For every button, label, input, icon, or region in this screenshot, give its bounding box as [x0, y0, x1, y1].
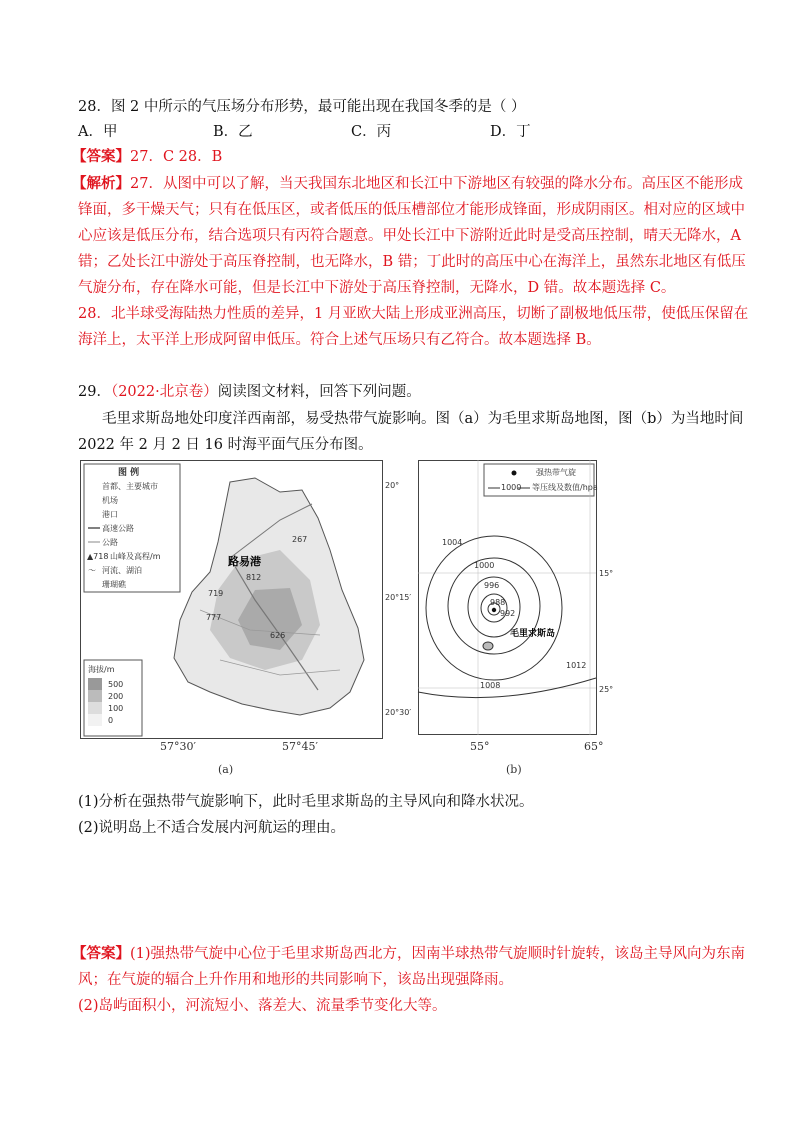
answer-text: 27．C 28．B: [130, 149, 223, 165]
answer-29-line-1: [72, 944, 745, 964]
legend-item-6: 山峰及高程/m: [110, 552, 161, 561]
analysis-line-1: [72, 174, 743, 194]
legend-item-4: 高速公路: [102, 524, 134, 533]
lon-65: 65°: [584, 740, 604, 753]
analysis-text: 27．从图中可以了解，当天我国东北地区和长江中下游地区有较强的降水分布。高压区不能形成: [130, 176, 743, 192]
lat-20-15: 20°15′: [385, 593, 412, 602]
figure-a-caption: (a): [218, 763, 234, 776]
analysis-line-5: 气旋分布，存在降水可能，但是长江中下游处于高压脊控制，无降水，D 错。故本题选择 C。: [78, 280, 676, 296]
analysis-q28-line-2: 海洋上，太平洋上形成阿留申低压。符合上述气压场只有乙符合。故本题选择 B。: [78, 332, 601, 348]
figure-b-caption: (b): [506, 763, 522, 776]
isobar-1012: 1012: [566, 661, 587, 670]
legend-item-8: 珊瑚礁: [102, 580, 126, 589]
peak-812: 812: [246, 573, 262, 582]
isobar-1000: 1000: [474, 561, 495, 570]
analysis-q28-line-1: 28．北半球受海陆热力性质的差异，1 月亚欧大陆上形成亚洲高压，切断了副极地低压带，使低压保留在: [78, 306, 749, 322]
analysis-line-4: 错；乙处长江中游处于高压脊控制，也无降水，B 错；丁此时的高压中心在海洋上，虽然东北地区有低压: [78, 254, 746, 270]
answer-label: 【答案】: [72, 148, 130, 165]
lon-57-30: 57°30′: [160, 740, 196, 753]
option-a: A．甲: [78, 124, 118, 140]
answer-29-text: (1)强热带气旋中心位于毛里求斯岛西北方，因南半球热带气旋顺时针旋转，该岛主导风向为东南: [130, 946, 746, 962]
legend-item-3: 港口: [102, 510, 118, 519]
q29-number: 29．: [78, 384, 111, 400]
legend-cyclone: 强热带气旋: [536, 468, 576, 477]
lat-15: 15°: [599, 569, 614, 578]
option-d: D．丁: [490, 124, 531, 140]
answer-29-label: 【答案】: [72, 945, 130, 962]
lat-20: 20°: [385, 481, 400, 490]
legend-item-2: 机场: [102, 496, 118, 505]
peak-626: 626: [270, 631, 286, 640]
elev-100: 100: [108, 704, 124, 713]
city-port-louis: 路易港: [228, 555, 261, 568]
q29-sub1: (1)分析在强热带气旋影响下，此时毛里求斯岛的主导风向和降水状况。: [78, 794, 534, 810]
figure-b-pressure-map: [418, 460, 628, 740]
answer-29-line-3: (2)岛屿面积小，河流短小、落差大、流量季节变化大等。: [78, 998, 447, 1014]
q29-sub2: (2)说明岛上不适合发展内河航运的理由。: [78, 820, 346, 836]
q29-header: [78, 382, 421, 402]
lon-57-45: 57°45′: [282, 740, 318, 753]
analysis-line-3: 心应该是低压分布，结合选项只有丙符合题意。甲处长江中下游附近此时是受高压控制，晴天无降水，A: [78, 228, 741, 244]
q29-intro-1: 毛里求斯岛地处印度洋西南部，易受热带气旋影响。图（a）为毛里求斯岛地图，图（b）为当地时间: [102, 411, 744, 427]
answer-block-1: [72, 147, 222, 167]
lat-25: 25°: [599, 685, 614, 694]
answer-29-line-2: 风；在气旋的辐合上升作用和地形的共同影响下，该岛出现强降雨。: [78, 972, 513, 988]
figure-a-map: [80, 460, 412, 740]
option-b: B．乙: [213, 124, 253, 140]
peak-267: 267: [292, 535, 308, 544]
peak-777: 777: [206, 613, 222, 622]
island-label: 毛里求斯岛: [510, 629, 556, 639]
analysis-label: 【解析】: [72, 175, 130, 192]
peak-719: 719: [208, 589, 224, 598]
legend-item-1: 首都、主要城市: [102, 482, 158, 491]
elev-0: 0: [108, 716, 114, 725]
isobar-1004: 1004: [442, 538, 463, 547]
option-c: C．丙: [351, 124, 392, 140]
q28-question: 28．图 2 中所示的气压场分布形势，最可能出现在我国冬季的是（ ）: [78, 99, 526, 115]
legend-isobar-value: 1000: [501, 483, 522, 492]
q29-source: （2022·北京卷）: [110, 384, 218, 400]
q29-prompt: 阅读图文材料，回答下列问题。: [217, 384, 421, 400]
legend-isobar: 等压线及数值/hpa: [532, 483, 598, 492]
elev-title: 海拔/m: [88, 665, 115, 674]
legend-river-symbol: 〜: [88, 566, 96, 575]
isobar-988: 988: [490, 598, 506, 607]
q29-intro-2: 2022 年 2 月 2 日 16 时海平面气压分布图。: [78, 437, 373, 453]
analysis-line-2: 锋面，多干燥天气；只有在低压区，或者低压的低压槽部位才能形成锋面，形成阴雨区。相对应的区域中: [78, 202, 745, 218]
elev-200: 200: [108, 692, 124, 701]
legend-item-7: 河流、湖泊: [102, 566, 142, 575]
elev-500: 500: [108, 680, 124, 689]
legend-peak-symbol: ▲718: [87, 552, 109, 561]
isobar-992: 992: [500, 609, 516, 618]
isobar-996: 996: [484, 581, 500, 590]
isobar-1008: 1008: [480, 681, 501, 690]
legend-item-5: 公路: [102, 538, 118, 547]
lon-55: 55°: [470, 740, 490, 753]
legend-title: 图 例: [118, 468, 140, 478]
lat-20-30: 20°30′: [385, 708, 412, 717]
